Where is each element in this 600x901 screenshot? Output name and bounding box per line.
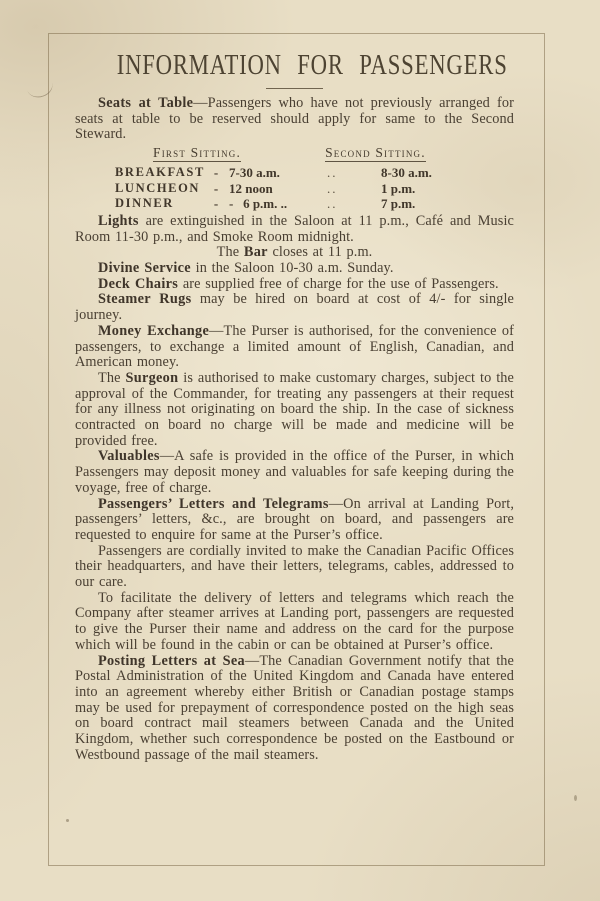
second-sitting-time-cell: 7 p.m. — [381, 196, 416, 212]
meal-cell: BREAKFAST — [115, 165, 205, 180]
sittings-header-row — [75, 145, 514, 162]
paragraph-lead: Passengers’ Letters and Telegrams — [98, 495, 329, 512]
paragraph-text: is authorised to make customary charges, subject to the approval of the Commander, for treating any passengers at their request for any illness not originating on board the ship. In the case of sickness contracted on board no charge will be made and medicine will be provided free. — [75, 369, 514, 449]
paragraph-facilitate-delivery — [75, 591, 514, 654]
paragraph-lights — [75, 214, 514, 245]
second-sitting-time-cell: 8-30 a.m. — [381, 165, 432, 181]
paragraph-divine-service — [75, 261, 514, 277]
dot-leader-cell: .. — [327, 196, 338, 212]
table-row-breakfast — [75, 165, 514, 181]
title-rule — [266, 88, 323, 89]
paragraph-letters-telegrams — [75, 497, 514, 544]
paragraph-text: To facilitate the delivery of letters and telegrams which reach the Company after steamer arrives at Landing port, passengers are requested to give the Purser their name and address on the card for the purpose which will be found in the cabin or can be obtained at Purser’s office. — [75, 589, 514, 653]
paragraph-lead: Money Exchange — [98, 322, 210, 339]
paragraph-lead: Seats at Table — [98, 95, 194, 111]
paragraph-text: —The Purser is authorised, for the convenience of passengers, to exchange a limited amount of English, Canadian, and American money. — [75, 322, 514, 371]
paragraph-valuables — [75, 449, 514, 496]
paragraph-steamer-rugs — [75, 292, 514, 323]
paragraph-text: —On arrival at Landing Port, passengers’ letters, &c., are brought on board, and passengers are requested to enquire for same at the Purser’s office. — [75, 495, 514, 543]
scan-mark — [66, 819, 69, 822]
first-sitting-header: First Sitting. — [153, 145, 242, 161]
paragraph-cordially-invited — [75, 544, 514, 591]
paragraph-lead: Deck Chairs — [98, 275, 179, 292]
paragraph-lead: Bar — [243, 244, 268, 261]
sittings-table — [75, 145, 514, 212]
table-row-dinner — [75, 196, 514, 212]
paragraph-surgeon — [75, 371, 514, 450]
paragraph-money-exchange — [75, 324, 514, 371]
paragraph-posting-letters — [75, 654, 514, 764]
dash-cell: - — [213, 180, 219, 196]
paragraph-text: —Passengers who have not previously arranged for seats at table to be reserved should apply for same to the Second Steward. — [75, 95, 514, 143]
paragraph-deck-chairs — [75, 277, 514, 293]
first-sitting-time-cell: 12 noon — [229, 180, 273, 196]
meal-cell: DINNER — [115, 196, 174, 211]
meal-cell: LUNCHEON — [115, 180, 201, 195]
paragraph-bar — [75, 245, 514, 261]
paragraph-text: The — [216, 244, 244, 261]
paragraph-lead: Steamer Rugs — [98, 291, 192, 308]
dash-cell: - — [213, 196, 219, 212]
paragraph-text: The — [98, 369, 126, 386]
dot-leader-cell: .. — [327, 180, 338, 196]
paragraph-lead: Posting Letters at Sea — [98, 652, 245, 669]
paragraph-text: are extinguished in the Saloon at 11 p.m., Café and Music Room 11-30 p.m., and Smoke Room midnight. — [75, 212, 514, 245]
paragraph-lead: Valuables — [98, 448, 160, 465]
page-border-frame — [48, 33, 545, 866]
paragraph-text: —The Canadian Government notify that the Postal Administration of the United Kingdom and Canada have entered into an agreement whereby either British or Canadian postage stamps may be used for prepayment of correspondence posted on the high seas on board contract mail steamers between Canada and the United Kingdom, whether such correspondence be posted on the Eastbound or Westbound passage of the mail steamers. — [75, 652, 514, 763]
paragraph-lead: Surgeon — [125, 369, 179, 386]
paragraph-text: closes at 11 p.m. — [267, 244, 373, 261]
dash-cell: - — [213, 165, 219, 181]
paragraph-lead: Divine Service — [98, 260, 191, 276]
paragraph-text: Passengers are cordially invited to make the Canadian Pacific Offices their headquarters, and have their letters, telegrams, cables, addressed to our care. — [75, 542, 514, 591]
dot-leader-cell: .. — [327, 165, 338, 181]
paragraph-text: in the Saloon 10-30 a.m. Sunday. — [190, 260, 394, 276]
paragraph-lead: Lights — [98, 212, 139, 229]
first-sitting-time-cell: - 6 p.m. .. — [229, 196, 288, 212]
table-row-luncheon — [75, 181, 514, 197]
paragraph-text: are supplied free of charge for the use of Passengers. — [178, 275, 499, 292]
scan-mark — [574, 795, 577, 801]
paragraph-seats-at-table — [75, 96, 514, 143]
paragraph-text: may be hired on board at cost of 4/- for single journey. — [75, 291, 514, 324]
first-sitting-time-cell: 7-30 a.m. — [229, 165, 280, 181]
second-sitting-time-cell: 1 p.m. — [381, 180, 416, 196]
page-title: INFORMATION FOR PASSENGERS — [116, 50, 508, 81]
paragraph-text: —A safe is provided in the office of the Purser, in which Passengers may deposit money and valuables for safe keeping during the voyage, free of charge. — [75, 448, 514, 496]
second-sitting-header: Second Sitting. — [325, 145, 426, 161]
